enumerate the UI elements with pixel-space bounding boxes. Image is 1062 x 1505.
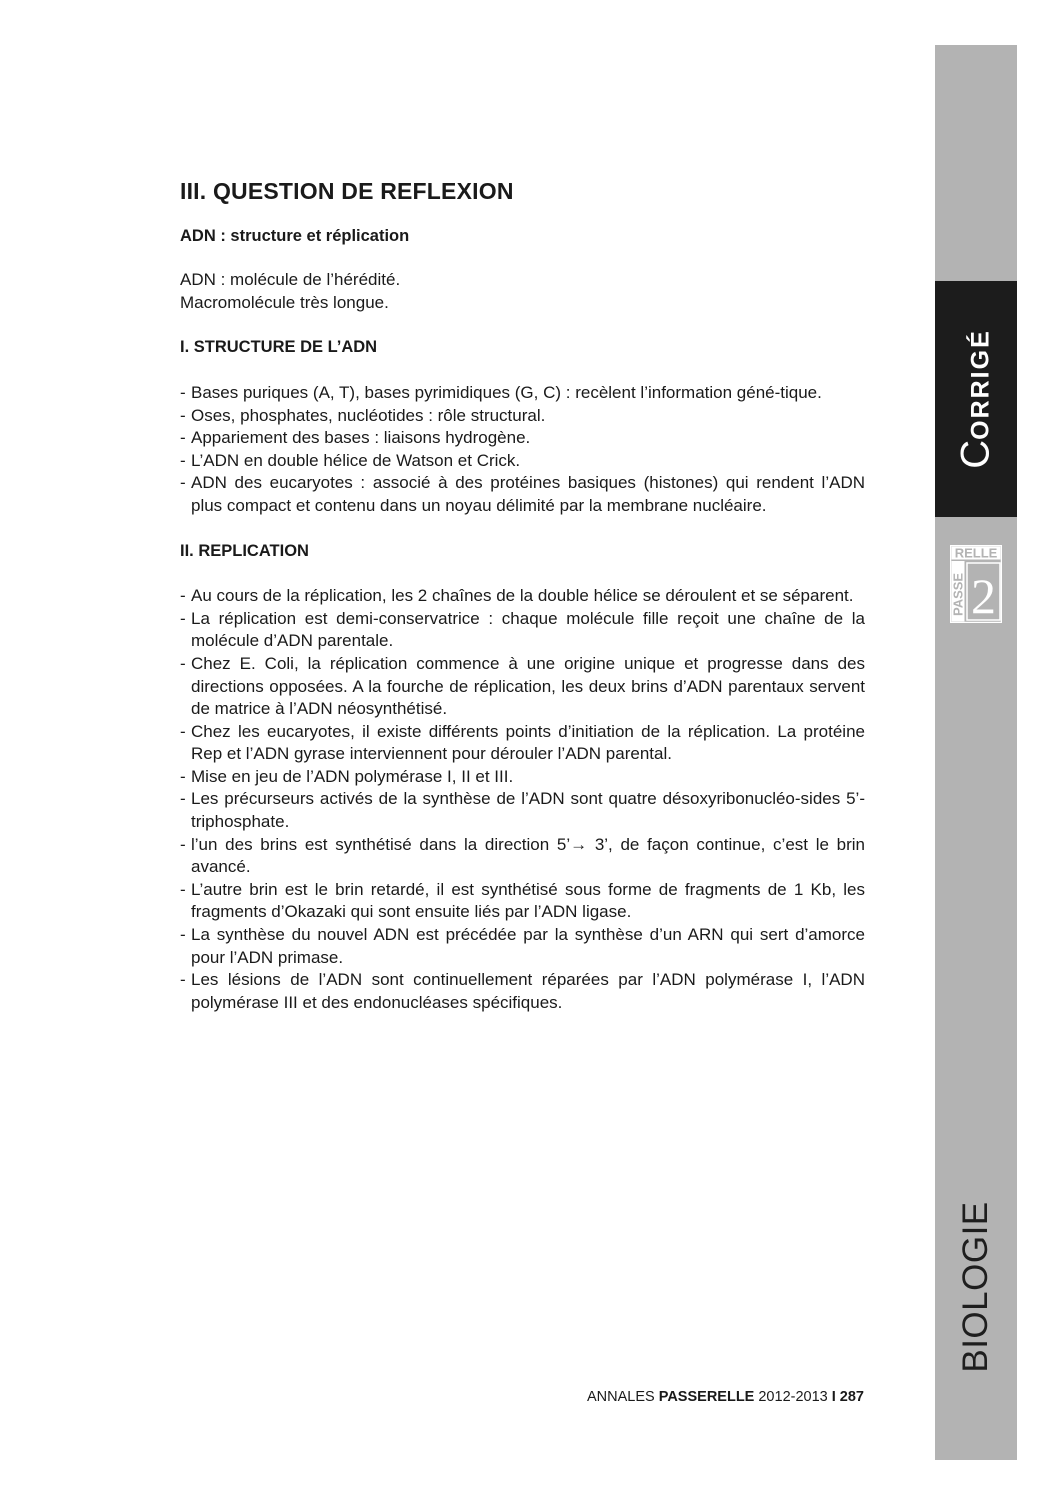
list-item: - Les précurseurs activés de la synthèse de l’ADN sont quatre désoxyribonucléo-sides 5’-triphosphate. xyxy=(180,788,865,833)
page-content xyxy=(180,180,865,1014)
structure-list xyxy=(180,382,865,518)
footer-brand: PASSERELLE xyxy=(658,1389,755,1405)
footer-prefix: ANNALES xyxy=(587,1389,659,1405)
subtitle: ADN : structure et réplication xyxy=(180,226,410,245)
list-item: - La synthèse du nouvel ADN est précédée par la synthèse d’un ARN qui sert d’amorce pour l’ADN primase. xyxy=(180,924,865,969)
corrige-label xyxy=(954,329,999,469)
list-item: - Appariement des bases : liaisons hydrogène. xyxy=(180,427,865,450)
page-footer xyxy=(587,1389,864,1405)
corrige-initial: C xyxy=(953,439,998,469)
list-item: - L’ADN en double hélice de Watson et Crick. xyxy=(180,450,865,473)
list-item: - Chez E. Coli, la réplication commence à une origine unique et progresse dans des directions opposées. A la fourche de réplication, les deux brins d’ADN parentaux servent de matrice à l’ADN néosynthétisé. xyxy=(180,653,865,721)
list-item: - ADN des eucaryotes : associé à des protéines basiques (histones) qui rendent l’ADN plus compact et contenu dans un noyau délimité par la membrane nucléaire. xyxy=(180,472,865,517)
page-title: III. QUESTION DE REFLEXION xyxy=(180,178,514,204)
intro-line: ADN : molécule de l’hérédité. xyxy=(180,270,401,290)
sidebar-tab xyxy=(935,45,1017,1460)
list-item: - Les lésions de l’ADN sont continuellement réparées par l’ADN polymérase I, l’ADN polymérase III et des endonucléases spécifiques. xyxy=(180,969,865,1014)
logo-number: 2 xyxy=(971,568,996,623)
list-item: - Oses, phosphates, nucléotides : rôle structural. xyxy=(180,405,865,428)
page-number: I 287 xyxy=(831,1389,864,1405)
list-item: - L’autre brin est le brin retardé, il est synthétisé sous forme de fragments de 1 Kb, les fragments d’Okazaki qui sont ensuite liés par l’ADN ligase. xyxy=(180,879,865,924)
intro-line: Macromolécule très longue. xyxy=(180,292,389,312)
passerelle-logo xyxy=(950,545,1002,623)
list-item: - La réplication est demi-conservatrice : chaque molécule fille reçoit une chaîne de la molécule d’ADN parentale. xyxy=(180,608,865,653)
list-item: - Au cours de la réplication, les 2 chaînes de la double hélice se déroulent et se séparent. xyxy=(180,585,865,608)
section-heading-structure: I. STRUCTURE DE L’ADN xyxy=(180,338,378,357)
replication-list xyxy=(180,585,865,1014)
list-item: - Mise en jeu de l’ADN polymérase I, II et III. xyxy=(180,766,865,789)
section-heading-replication: II. REPLICATION xyxy=(180,541,309,560)
intro xyxy=(180,269,865,314)
list-item: - l’un des brins est synthétisé dans la direction 5’→ 3’, de façon continue, c’est le brin avancé. xyxy=(180,834,865,879)
corrige-band xyxy=(935,281,1017,517)
footer-years: 2012-2013 xyxy=(754,1389,832,1405)
list-item: - Chez les eucaryotes, il existe différents points d’initiation de la réplication. La protéine Rep et l’ADN gyrase interviennent pour dérouler l’ADN parental. xyxy=(180,721,865,766)
list-item: - Bases puriques (A, T), bases pyrimidiques (G, C) : recèlent l’information géné-tique. xyxy=(180,382,865,405)
corrige-rest: ORRIGÉ xyxy=(966,329,995,440)
logo-side-text: PASSE xyxy=(950,572,966,616)
subject-label: BIOLOGIE xyxy=(956,1201,995,1373)
logo-top-text: RELLE xyxy=(954,545,998,561)
